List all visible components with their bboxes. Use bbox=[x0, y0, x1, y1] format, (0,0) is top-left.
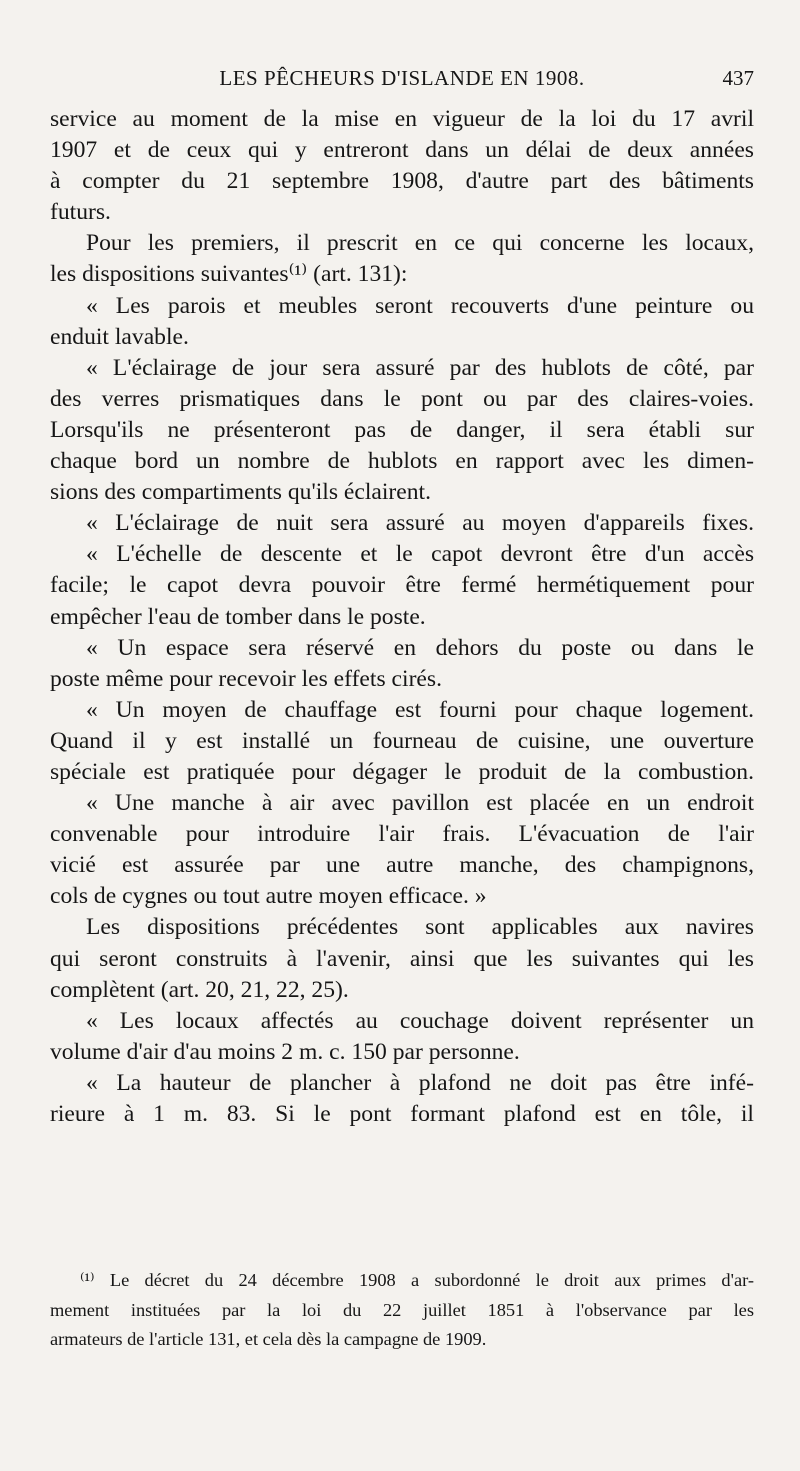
text-line: rieure à 1 m. 83. Si le pont formant plafond est en tôle, il bbox=[50, 1101, 754, 1127]
text-line: « Les locaux affectés au couchage doivent représenter un bbox=[86, 1007, 754, 1034]
page-number: 437 bbox=[722, 66, 754, 90]
text-line: « L'éclairage de nuit sera assuré au moyen d'appareils fixes. bbox=[86, 510, 754, 537]
footnote-line: ⁽¹⁾ Le décret du 24 décembre 1908 a subordonné le droit aux primes d'ar- bbox=[80, 1270, 754, 1290]
text-line: vicié est assurée par une autre manche, des champignons, bbox=[50, 852, 754, 879]
text-line: des verres prismatiques dans le pont ou par des claires-voies. bbox=[50, 385, 754, 412]
body-text bbox=[50, 104, 754, 1130]
footnote-line: mement instituées par la loi du 22 juillet 1851 à l'observance par les bbox=[50, 1299, 754, 1320]
text-line: « L'échelle de descente et le capot devront être d'un accès bbox=[86, 541, 754, 568]
text-line: qui seront construits à l'avenir, ainsi que les suivantes qui les bbox=[50, 945, 754, 972]
text-line: à compter du 21 septembre 1908, d'autre part des bâtiments bbox=[50, 168, 754, 195]
text-line: spéciale est pratiquée pour dégager le produit de la combustion. bbox=[50, 758, 754, 785]
text-line: sions des compartiments qu'ils éclairent. bbox=[50, 479, 432, 506]
text-line: enduit lavable. bbox=[50, 323, 189, 350]
text-line: poste même pour recevoir les effets cirés. bbox=[50, 665, 442, 692]
text-line: 1907 et de ceux qui y entreront dans un délai de deux années bbox=[50, 137, 754, 164]
page-header bbox=[50, 62, 754, 92]
text-line: cols de cygnes ou tout autre moyen efficace. » bbox=[50, 883, 487, 910]
footnote-line: armateurs de l'article 131, et cela dès la campagne de 1909. bbox=[50, 1329, 487, 1349]
text-line: complètent (art. 20, 21, 22, 25). bbox=[50, 976, 349, 1003]
text-line: futurs. bbox=[50, 199, 111, 226]
text-line: Lorsqu'ils ne présenteront pas de danger, il sera établi sur bbox=[50, 416, 754, 443]
text-line: service au moment de la mise en vigueur de la loi du 17 avril bbox=[50, 106, 754, 132]
text-line: Quand il y est installé un fourneau de cuisine, une ouverture bbox=[50, 727, 754, 754]
text-line: volume d'air d'au moins 2 m. c. 150 par personne. bbox=[50, 1038, 520, 1065]
text-line: les dispositions suivantes⁽¹⁾ (art. 131): bbox=[50, 261, 408, 288]
text-line: empêcher l'eau de tomber dans le poste. bbox=[50, 603, 426, 630]
text-line: « Une manche à air avec pavillon est placée en un endroit bbox=[86, 790, 754, 817]
text-line: « L'éclairage de jour sera assuré par des hublots de côté, par bbox=[86, 354, 754, 381]
text-line: Pour les premiers, il prescrit en ce qui concerne les locaux, bbox=[86, 230, 754, 257]
running-title: LES PÊCHEURS D'ISLANDE EN 1908. bbox=[219, 66, 585, 90]
text-line: « Les parois et meubles seront recouverts d'une peinture ou bbox=[86, 292, 754, 319]
text-line: « La hauteur de plancher à plafond ne doit pas être infé- bbox=[86, 1069, 754, 1096]
text-line: « Un moyen de chauffage est fourni pour chaque logement. bbox=[86, 696, 754, 723]
text-line: facile; le capot devra pouvoir être fermé hermétiquement pour bbox=[50, 572, 754, 599]
text-line: chaque bord un nombre de hublots en rapport avec les dimen- bbox=[50, 448, 754, 475]
footnotes bbox=[50, 1266, 754, 1355]
text-line: « Un espace sera réservé en dehors du poste ou dans le bbox=[86, 634, 754, 661]
text-line: Les dispositions précédentes sont applicables aux navires bbox=[86, 914, 754, 941]
text-line: convenable pour introduire l'air frais. L'évacuation de l'air bbox=[50, 821, 754, 848]
